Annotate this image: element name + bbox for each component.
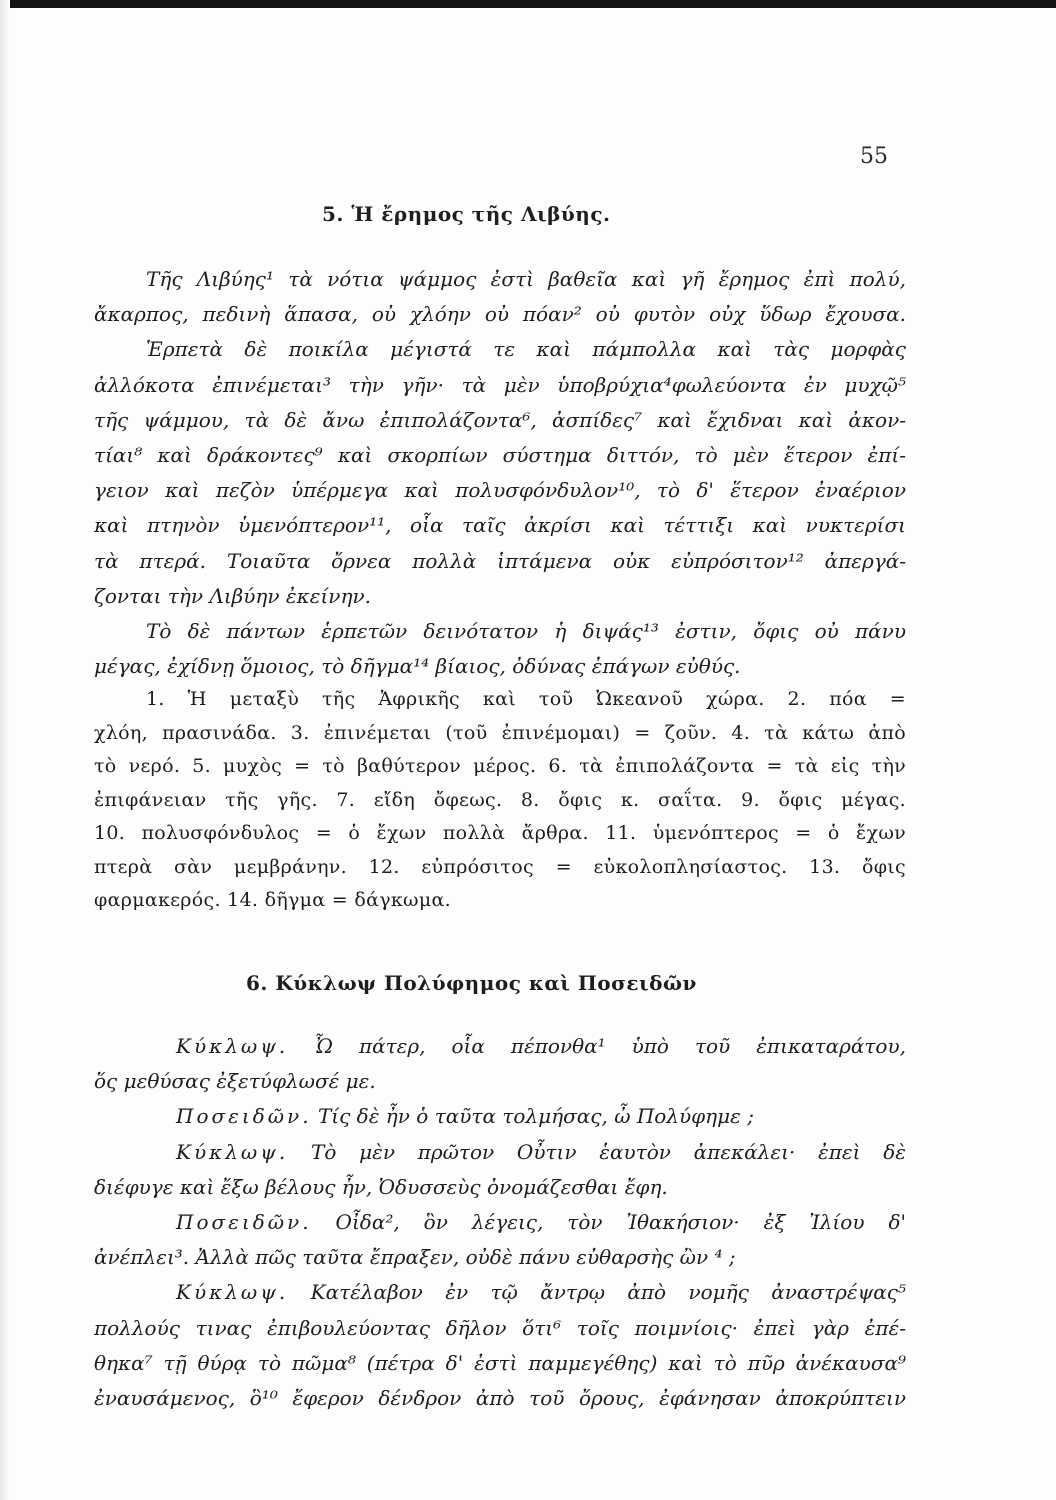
dialogue-text: Κατέλαβον ἐν τῷ ἄντρῳ ἀπὸ νομῆς ἀναστρέψας⁵ (310, 1280, 906, 1305)
dialogue-line (94, 1311, 906, 1346)
body-line: ζονται τὴν Λιβύην ἐκείνην. (94, 583, 371, 608)
footnote-line: χλόη, πρασινάδα. 3. ἐπινέμεται (τοῦ ἐπινέμομαι) = ζοῦν. 4. τὰ κάτω ἀπὸ (94, 721, 906, 744)
footnote-line: 1. Ἡ μεταξὺ τῆς Ἀφρικῆς καὶ τοῦ Ὠκεανοῦ χώρα. 2. πόα = (146, 688, 906, 710)
body-line: τίαι⁸ καὶ δράκοντες⁹ καὶ σκορπίων σύστημα διττόν, τὸ μὲν ἕτερον ἐπί- (94, 442, 906, 467)
dialogue-line (94, 1064, 906, 1099)
page-number: 55 (860, 144, 888, 169)
body-line: καὶ πτηνὸν ὑμενόπτερον¹¹, οἷα ταῖς ἀκρίσι καὶ τέττιξι καὶ νυκτερίσι (94, 513, 906, 538)
scan-edge-left (0, 0, 10, 1500)
footnote-line: 10. πολυσφόνδυλος = ὁ ἔχων πολλὰ ἄρθρα. 11. ὑμενόπτερος = ὁ ἔχων (94, 822, 906, 844)
body-line: Τὸ δὲ πάντων ἑρπετῶν δεινότατον ἡ διψάς¹³ ἐστιν, ὄφις οὐ πάνυ (146, 618, 906, 643)
speaker-name: Ποσειδῶν. (176, 1104, 312, 1129)
dialogue-line (94, 1170, 906, 1205)
dialogue-text: θηκα⁷ τῇ θύρᾳ τὸ πῶμα⁸ (πέτρα δ' ἐστὶ παμμεγέθης) καὶ τὸ πῦρ ἀνέκαυσα⁹ (94, 1350, 906, 1375)
section-5-footnotes (94, 683, 906, 918)
dialogue-text: ἐναυσάμενος, ὃ¹⁰ ἔφερον δένδρον ἀπὸ τοῦ ὄρους, ἐφάνησαν ἀποκρύπτειν (94, 1385, 906, 1410)
scan-edge-top (0, 0, 1056, 8)
body-line: μέγας, ἐχίδνῃ ὅμοιος, τὸ δῆγμα¹⁴ βίαιος, ὀδύνας ἐπάγων εὐθύς. (94, 654, 741, 679)
section-6-dialogue (94, 1029, 906, 1416)
body-line: ἄκαρπος, πεδινὴ ἅπασα, οὐ χλόην οὐ πόαν² οὐ φυτὸν οὐχ ὕδωρ ἔχουσα. (94, 302, 906, 327)
dialogue-line (94, 1275, 906, 1310)
footnote-line: φαρμακερός. 14. δῆγμα = δάγκωμα. (94, 889, 451, 911)
speaker-name: Κύκλωψ. (176, 1280, 289, 1305)
body-line: τῆς ψάμμου, τὰ δὲ ἄνω ἐπιπολάζοντα⁶, ἀσπίδες⁷ καὶ ἔχιδναι καὶ ἀκον- (94, 407, 906, 432)
body-line: γειον καὶ πεζὸν ὑπέρμεγα καὶ πολυσφόνδυλον¹⁰, τὸ δ' ἕτερον ἐναέριον (94, 478, 906, 503)
dialogue-text: ἀνέπλει³. Ἀλλὰ πῶς ταῦτα ἔπραξεν, οὐδὲ πάνυ εὐθαρσὴς ὢν ⁴ ; (94, 1245, 736, 1270)
dialogue-line (94, 1240, 906, 1275)
speaker-name: Ποσειδῶν. (176, 1209, 312, 1234)
dialogue-line (94, 1205, 906, 1240)
dialogue-text: Τὸ μὲν πρῶτον Οὖτιν ἑαυτὸν ἀπεκάλει· ἐπεὶ δὲ (310, 1139, 906, 1164)
body-line: ἀλλόκοτα ἐπινέμεται³ τὴν γῆν· τὰ μὲν ὑποβρύχια⁴φωλεύοντα ἐν μυχῷ⁵ (94, 372, 906, 397)
footnote-line: ἐπιφάνειαν τῆς γῆς. 7. εἴδη ὄφεως. 8. ὄφις κ. σαΐτα. 9. ὄφις μέγας. (94, 788, 906, 811)
dialogue-text: Οἶδα², ὃν λέγεις, τὸν Ἰθακήσιον· ἐξ Ἰλίου δ' (335, 1209, 906, 1234)
dialogue-text: Ὦ πάτερ, οἷα πέπονθα¹ ὑπὸ τοῦ ἐπικαταράτου, (314, 1034, 906, 1058)
dialogue-line (94, 1135, 906, 1170)
dialogue-text: Τίς δὲ ἦν ὁ ταῦτα τολμήσας, ὦ Πολύφημε ; (317, 1104, 754, 1129)
dialogue-line (94, 1381, 906, 1416)
dialogue-text: διέφυγε καὶ ἔξω βέλους ἦν, Ὀδυσσεὺς ὀνομάζεσθαι ἔφη. (94, 1174, 668, 1199)
section-5-title: 5. Ἡ ἔρημος τῆς Λιβύης. (322, 202, 611, 226)
body-line: Τῆς Λιβύης¹ τὰ νότια ψάμμος ἐστὶ βαθεῖα καὶ γῆ ἔρημος ἐπὶ πολύ, (146, 267, 906, 291)
dialogue-text: πολλούς τινας ἐπιβουλεύοντας δῆλον ὅτι⁶ τοῖς ποιμνίοις· ἐπεὶ γὰρ ἐπέ- (94, 1315, 906, 1340)
dialogue-line (94, 1099, 906, 1134)
dialogue-line (94, 1346, 906, 1381)
body-line: Ἑρπετὰ δὲ ποικίλα μέγιστά τε καὶ πάμπολλα καὶ τὰς μορφὰς (146, 337, 906, 362)
footnote-line: πτερὰ σὰν μεμβράνην. 12. εὐπρόσιτος = εὐκολοπλησίαστος. 13. ὄφις (94, 855, 906, 878)
section-6-title: 6. Κύκλωψ Πολύφημος καὶ Ποσειδῶν (246, 971, 697, 995)
section-5-body (94, 262, 906, 684)
speaker-name: Κύκλωψ. (176, 1034, 289, 1058)
speaker-name: Κύκλωψ. (176, 1139, 289, 1164)
footnote-line: τὸ νερό. 5. μυχὸς = τὸ βαθύτερον μέρος. 6. τὰ ἐπιπολάζοντα = τὰ εἰς τὴν (94, 755, 906, 777)
dialogue-line (94, 1029, 906, 1064)
dialogue-text: ὅς μεθύσας ἐξετύφλωσέ με. (94, 1069, 376, 1094)
body-line: τὰ πτερά. Τοιαῦτα ὄρνεα πολλὰ ἱπτάμενα οὐκ εὐπρόσιτον¹² ἀπεργά- (94, 548, 906, 573)
